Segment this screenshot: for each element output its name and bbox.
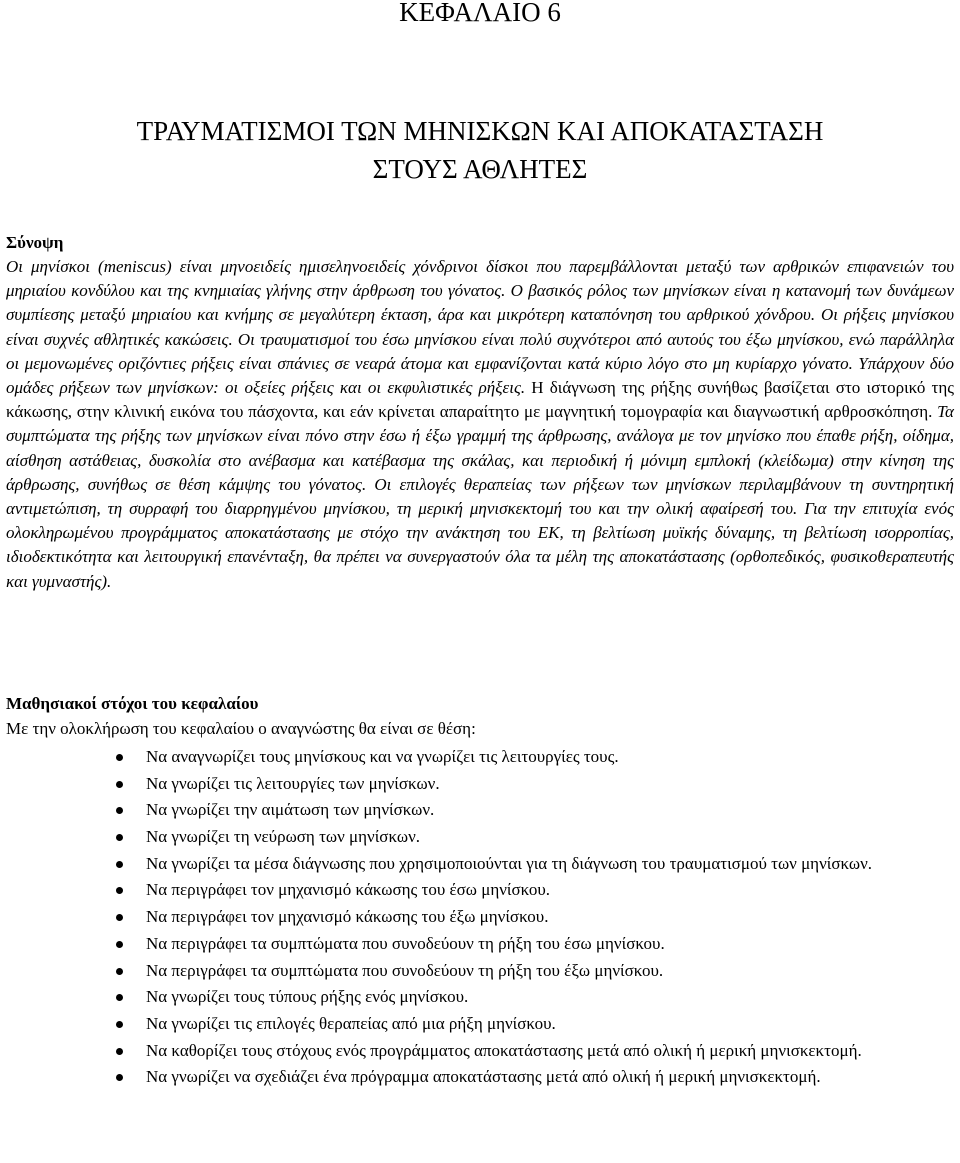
objective-text: Να περιγράφει τον μηχανισμό κάκωσης του έσω μηνίσκου.	[146, 880, 551, 900]
objective-item	[0, 877, 960, 902]
chapter-title	[0, 112, 960, 188]
bullet-icon	[116, 1074, 123, 1081]
objective-text: Να γνωρίζει τα μέσα διάγνωσης που χρησιμοποιούνται για τη διάγνωση του τραυματισμού των μηνίσκων.	[146, 853, 873, 873]
objectives-intro: Με την ολοκλήρωση του κεφαλαίου ο αναγνώστης θα είναι σε θέση:	[6, 719, 476, 738]
bullet-icon	[116, 887, 123, 894]
summary-text-italic-1: Οι μηνίσκοι (meniscus) είναι μηνοειδείς ημισεληνοειδείς χόνδρινοι δίσκοι που παρεμβάλλονται μεταξύ των αρθρικών επιφανειών του μηριαίου κονδύλου και της κνημιαίας γλήνης στην άρθρωση του γόνατος. Ο βασικός ρόλος των μηνίσκων είναι η κατανομή των δυνάμεων συμπίεσης μεταξύ μηριαίου και κνήμης σε μεγαλύτερη έκταση, άρα και μικρότερη καταπόνηση του αρθρικού χόνδρου. Οι ρήξεις μηνίσκου είναι συχνές αθλητικές κακώσεις. Οι τραυματισμοί του έσω μηνίσκου είναι πολύ συχνότεροι από αυτούς του έξω μηνίσκου, ενώ παράλληλα οι μεμονωμένες οριζόντιες ρήξεις είναι σπάνιες σε νεαρά άτομα και εμφανίζονται κατά κύριο λόγο στο μη κυρίαρχο γόνατο. Υπάρχουν δύο ομάδες ρήξεων των μηνίσκων: οι οξείες ρήξεις και οι εκφυλιστικές ρήξεις.	[6, 257, 954, 398]
objective-item	[0, 984, 960, 1009]
summary-heading: Σύνοψη	[6, 233, 64, 252]
objective-item	[0, 958, 960, 983]
objective-item	[0, 797, 960, 822]
chapter-title-line-2: ΣΤΟΥΣ ΑΘΛΗΤΕΣ	[372, 154, 588, 184]
objective-item	[0, 851, 960, 876]
objective-text: Να γνωρίζει τις λειτουργίες των μηνίσκων.	[146, 773, 440, 793]
bullet-icon	[116, 754, 123, 761]
objective-text: Να γνωρίζει τους τύπους ρήξης ενός μηνίσκου.	[146, 987, 469, 1007]
bullet-icon	[116, 1048, 123, 1055]
bullet-icon	[116, 968, 123, 975]
summary-paragraph	[6, 255, 954, 594]
objective-item	[0, 824, 960, 849]
objective-text: Να περιγράφει τον μηχανισμό κάκωσης του έξω μηνίσκου.	[146, 907, 549, 927]
bullet-icon	[116, 914, 123, 921]
summary-text-italic-2: Τα συμπτώματα της ρήξης των μηνίσκων είναι πόνο στην έσω ή έξω γραμμή της άρθρωσης, ανάλογα με τον μηνίσκο που έπαθε ρήξη, οίδημα, αίσθηση αστάθειας, δυσκολία στο ανέβασμα και κατέβασμα της σκάλας, και περιοδική ή μόνιμη εμπλοκή (κλείδωμα) στην κίνηση της άρθρωσης, συνήθως σε θέση κάμψης του γόνατος. Οι επιλογές θεραπείας των ρήξεων των μηνίσκων περιλαμβάνουν τη συντηρητική αντιμετώπιση, τη συρραφή του διαρρηγμένου μηνίσκου, τη μερική μηνισκεκτομή του και την ολική αφαίρεσή του. Για την επιτυχία ενός ολοκληρωμένου προγράμματος αποκατάστασης με στόχο την ανάκτηση του ΕΚ, τη βελτίωση μυϊκής δύναμης, τη βελτίωση ισορροπίας, ιδιοδεκτικότητα και λειτουργική επανένταξη, θα πρέπει να συνεργαστούν όλα τα μέλη της αποκατάστασης (ορθοπεδικός, φυσικοθεραπευτής και γυμναστής).	[6, 402, 954, 591]
bullet-icon	[116, 941, 123, 948]
bullet-icon	[116, 834, 123, 841]
objective-text: Να γνωρίζει να σχεδιάζει ένα πρόγραμμα αποκατάστασης μετά από ολική ή μερική μηνισκεκτομή.	[146, 1067, 821, 1087]
objective-item	[0, 1038, 960, 1063]
chapter-label: ΚΕΦΑΛΑΙΟ 6	[399, 0, 561, 27]
objective-item	[0, 771, 960, 796]
bullet-icon	[116, 994, 123, 1001]
objective-text: Να γνωρίζει τη νεύρωση των μηνίσκων.	[146, 827, 421, 847]
objective-text: Να καθορίζει τους στόχους ενός προγράμματος αποκατάστασης μετά από ολική ή μερική μηνισκεκτομή.	[146, 1040, 862, 1060]
objective-text: Να γνωρίζει τις επιλογές θεραπείας από μια ρήξη μηνίσκου.	[146, 1013, 556, 1033]
objective-text: Να γνωρίζει την αιμάτωση των μηνίσκων.	[146, 800, 435, 820]
bullet-icon	[116, 861, 123, 868]
bullet-icon	[116, 1021, 123, 1028]
objective-item	[0, 744, 960, 769]
objective-text: Να περιγράφει τα συμπτώματα που συνοδεύουν τη ρήξη του έσω μηνίσκου.	[146, 933, 665, 953]
objectives-list	[0, 744, 960, 1091]
objective-item	[0, 1011, 960, 1036]
bullet-icon	[116, 781, 123, 788]
objective-item	[0, 1064, 960, 1089]
objective-item	[0, 904, 960, 929]
bullet-icon	[116, 807, 123, 814]
objective-text: Να περιγράφει τα συμπτώματα που συνοδεύουν τη ρήξη του έξω μηνίσκου.	[146, 960, 664, 980]
objective-item	[0, 931, 960, 956]
summary-text-normal: Η διάγνωση της ρήξης συνήθως βασίζεται στο ιστορικό της κάκωσης, στην κλινική εικόνα του πάσχοντα, και εάν κρίνεται απαραίτητο με μαγνητική τομογραφία και διαγνωστική αρθροσκόπηση.	[6, 378, 955, 422]
objective-text: Να αναγνωρίζει τους μηνίσκους και να γνωρίζει τις λειτουργίες τους.	[146, 747, 619, 766]
chapter-title-line-1: ΤΡΑΥΜΑΤΙΣΜΟΙ ΤΩΝ ΜΗΝΙΣΚΩΝ ΚΑΙ ΑΠΟΚΑΤΑΣΤΑΣΗ	[136, 116, 824, 146]
objectives-heading: Μαθησιακοί στόχοι του κεφαλαίου	[6, 694, 259, 713]
